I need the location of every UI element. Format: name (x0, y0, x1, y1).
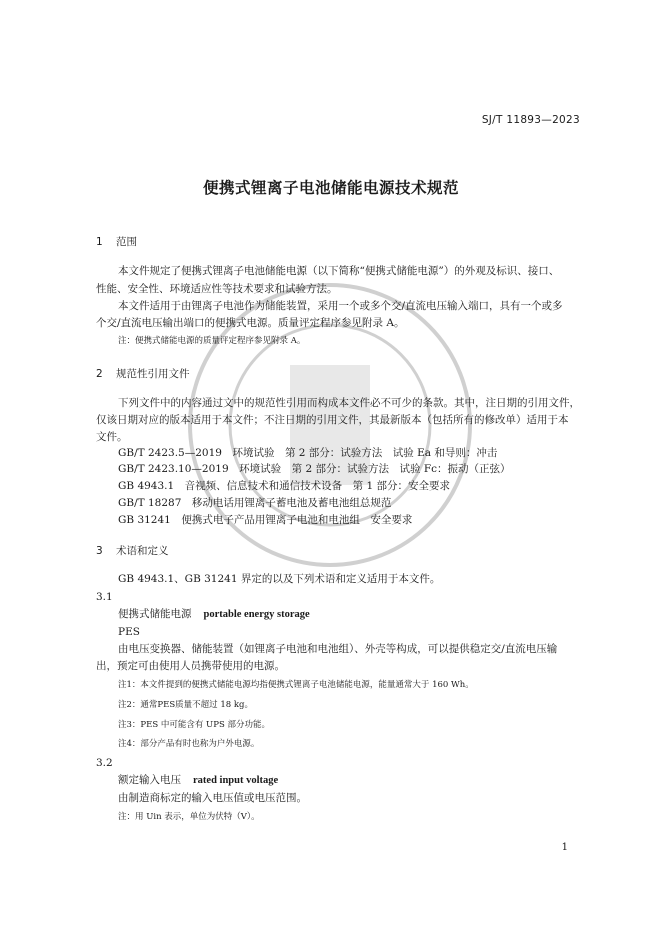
term-3-2-title: 额定输入电压 rated input voltage (118, 774, 279, 786)
document-title: 便携式锂离子电池储能电源技术规范 (202, 179, 459, 197)
term-3-1-note: 注1：本文件提到的便携式储能电源均指便携式锂离子电池储能电源，能量通常大于 160 Wh。 (118, 680, 474, 690)
term-3-1-note: 注3：PES 中可能含有 UPS 部分功能。 (118, 720, 270, 730)
section-3-heading: 3 术语和定义 (96, 545, 169, 557)
term-3-1-note: 注2：通常PES质量不超过 18 kg。 (118, 700, 253, 710)
term-3-1-definition-line-2: 出，预定可由使用人员携带使用的电源。 (96, 660, 285, 672)
scope-paragraph-2-line-2: 个交/直流电压输出端口的便携式电源。质量评定程序参见附录 A。 (96, 317, 405, 329)
normative-ref: GB/T 2423.10—2019 环境试验 第 2 部分：试验方法 试验 Fc：振动（正弦） (118, 463, 511, 475)
page-number: 1 (561, 842, 568, 853)
term-3-1-definition-line-1: 由电压变换器、储能装置（如锂离子电池和电池组）、外壳等构成，可以提供稳定交/直流电压输 (118, 643, 558, 655)
normative-intro-line-1: 下列文件中的内容通过文中的规范性引用而构成本文件必不可少的条款。其中，注日期的引用文件， (118, 397, 580, 409)
term-3-1-number: 3.1 (96, 591, 113, 603)
terms-intro: GB 4943.1、GB 31241 界定的以及下列术语和定义适用于本文件。 (118, 573, 441, 585)
normative-intro-line-2: 仅该日期对应的版本适用于本文件；不注日期的引用文件，其最新版本（包括所有的修改单）适用于本 (96, 414, 569, 426)
term-3-1-abbreviation: PES (118, 626, 140, 638)
section-1-heading: 1 范围 (96, 236, 137, 248)
term-3-2-note: 注：用 Uin 表示，单位为伏特（V）。 (118, 812, 260, 822)
term-3-1-title: 便携式储能电源 portable energy storage (118, 608, 310, 620)
normative-ref: GB 4943.1 音视频、信息技术和通信技术设备 第 1 部分：安全要求 (118, 480, 451, 492)
normative-ref: GB/T 18287 移动电话用锂离子蓄电池及蓄电池组总规范 (118, 497, 392, 509)
term-3-1-note: 注4：部分产品有时也称为户外电源。 (118, 739, 260, 749)
standard-number: SJ/T 11893—2023 (481, 114, 580, 126)
normative-intro-line-3: 文件。 (96, 431, 128, 443)
normative-ref: GB 31241 便携式电子产品用锂离子电池和电池组 安全要求 (118, 514, 413, 526)
term-3-2-definition: 由制造商标定的输入电压值或电压范围。 (118, 792, 307, 804)
scope-paragraph-1-line-2: 性能、安全性、环境适应性等技术要求和试验方法。 (96, 283, 338, 295)
section-2-heading: 2 规范性引用文件 (96, 368, 190, 380)
normative-ref: GB/T 2423.5—2019 环境试验 第 2 部分：试验方法 试验 Ea 和导则：冲击 (118, 447, 498, 459)
term-3-2-number: 3.2 (96, 757, 113, 769)
scope-paragraph-2-line-1: 本文件适用于由锂离子电池作为储能装置，采用一个或多个交/直流电压输入端口，具有一个或多 (118, 300, 563, 312)
scope-paragraph-1-line-1: 本文件规定了便携式锂离子电池储能电源（以下简称“便携式储能电源”）的外观及标识、接口、 (118, 265, 560, 277)
scope-note: 注：便携式储能电源的质量评定程序参见附录 A。 (118, 336, 306, 346)
